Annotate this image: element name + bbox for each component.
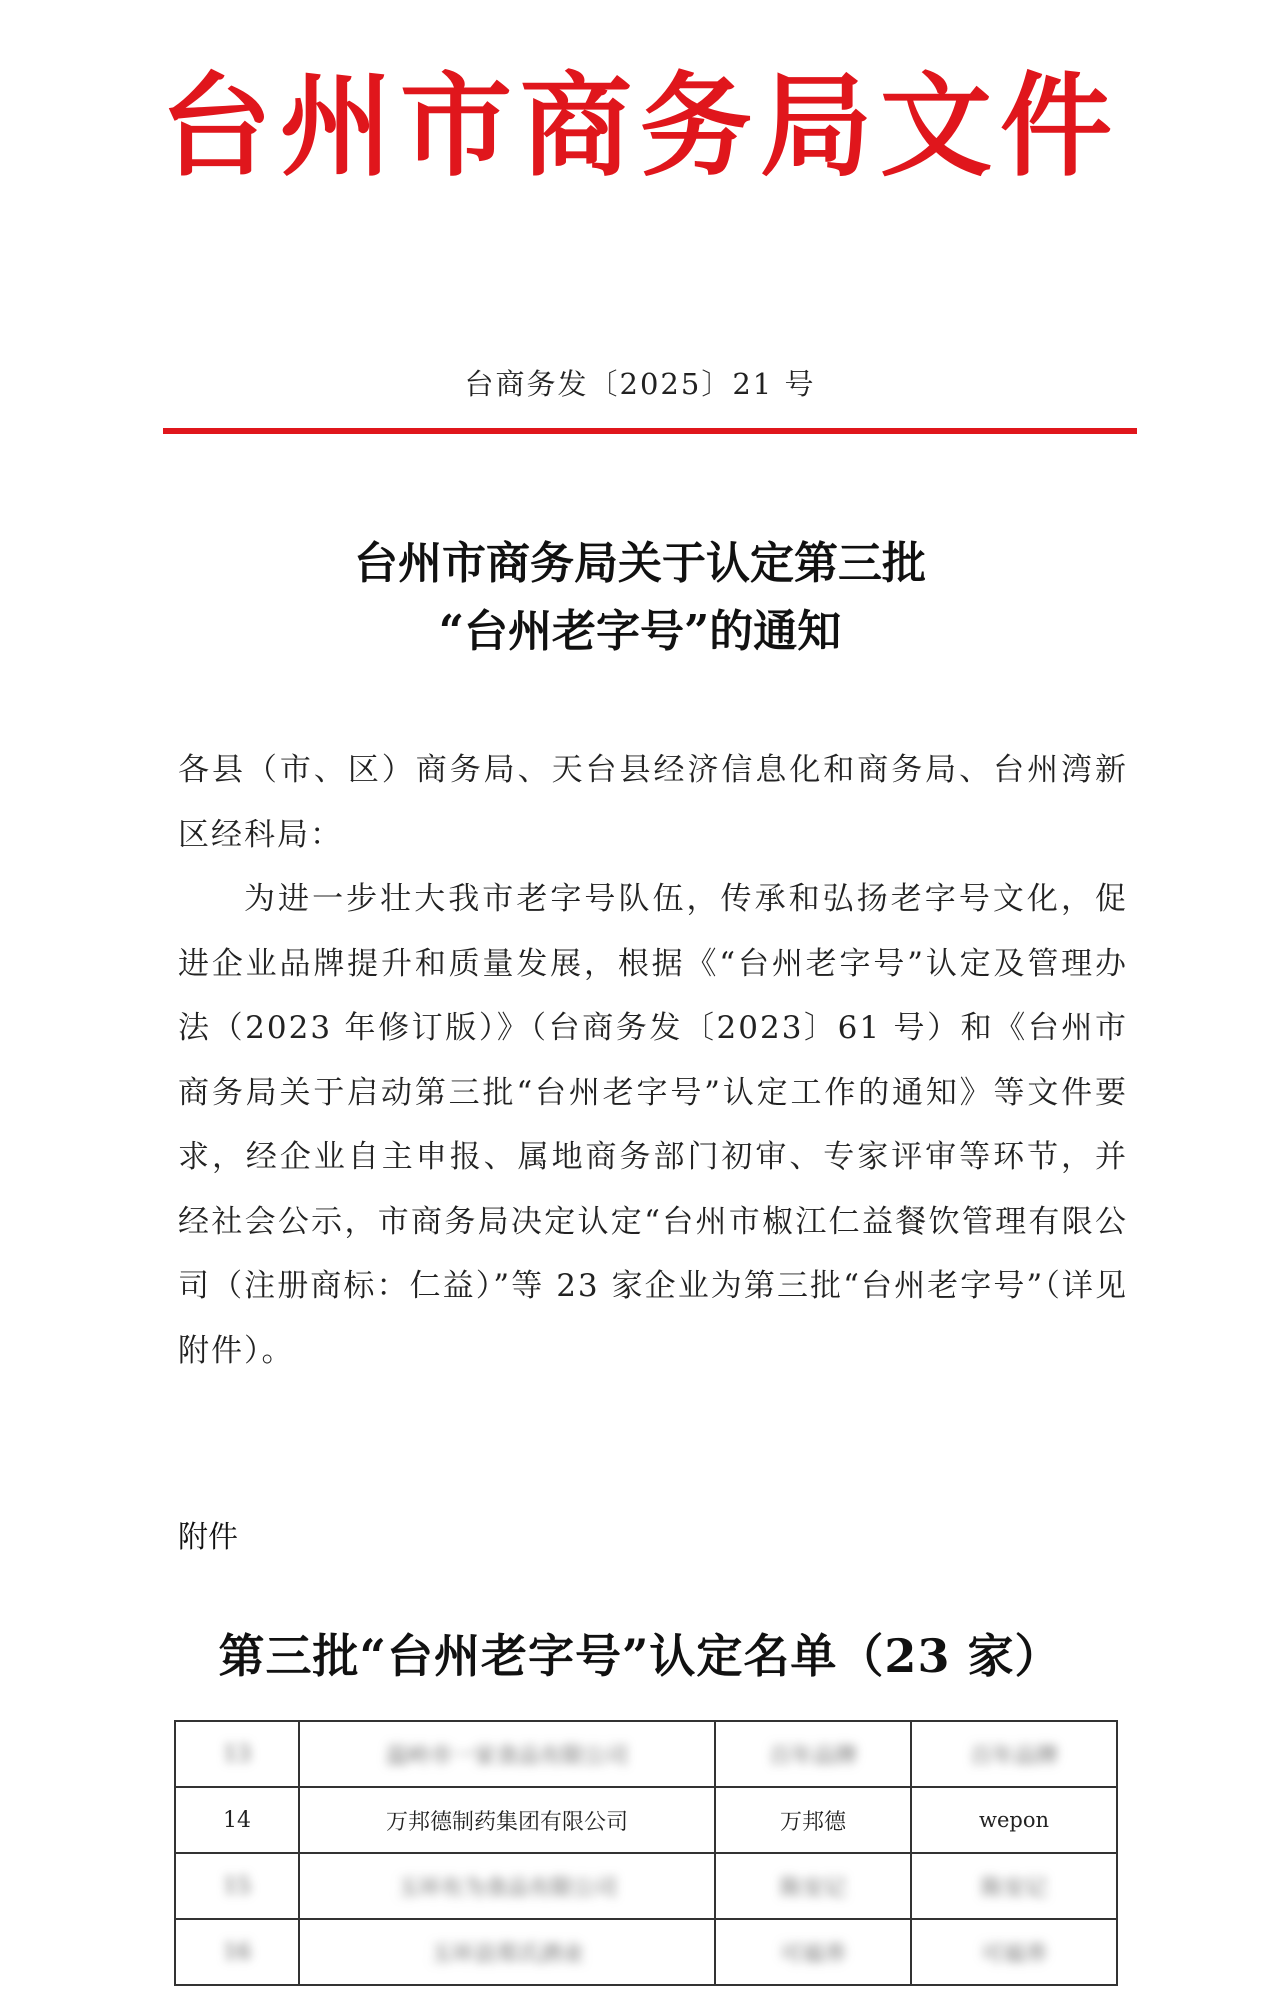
trademark-cell: wepon [911,1787,1117,1853]
row-number-cell: 13 [175,1721,299,1787]
row-number-cell: 15 [175,1853,299,1919]
trademark-cell: 百年品牌 [911,1721,1117,1787]
table-row [175,1853,1117,1919]
notice-body [178,738,1128,1383]
brand-cell: 百年品牌 [715,1721,911,1787]
brand-cell: 陈安记 [715,1853,911,1919]
trademark-cell: 陈安记 [911,1853,1117,1919]
company-cell: 玉环县郑氏酒业 [299,1919,715,1985]
document-masthead: 台州市商务局文件 [160,61,1120,192]
table-row [175,1919,1117,1985]
attachment-label: 附件 [178,1520,238,1555]
company-cell: 万邦德制药集团有限公司 [299,1787,715,1853]
list-title: 第三批“台州老字号”认定名单（23 家） [218,1629,1062,1683]
company-cell: 温岭市一家食品有限公司 [299,1721,715,1787]
recognition-list-table [174,1720,1118,1986]
red-divider-line [163,428,1137,434]
trademark-cell: 可福养 [911,1919,1117,1985]
body-paragraph: 为进一步壮大我市老字号队伍，传承和弘扬老字号文化，促进企业品牌提升和质量发展，根据《“台州老字号”认定及管理办法（2023 年修订版）》（台商务发〔2023〕61 号）和《台州市商务局关于启动第三批“台州老字号”认定工作的通知》等文件要求，经企业自主申报、属地商务部门初审、专家评审等环节，并经社会公示，市商务局决定认定“台州市椒江仁益餐饮管理有限公司（注册商标：仁益）”等 23 家企业为第三批“台州老字号”（详见附件）。 [178,881,1128,1369]
notice-title [0,530,1280,666]
table-row [175,1787,1117,1853]
row-number-cell: 14 [175,1787,299,1853]
table-row [175,1721,1117,1787]
brand-cell: 可福养 [715,1919,911,1985]
notice-title-line-2: “台州老字号”的通知 [438,606,842,657]
row-number-cell: 16 [175,1919,299,1985]
notice-title-line-1: 台州市商务局关于认定第三批 [354,538,926,589]
document-number: 台商务发〔2025〕21 号 [464,367,816,401]
addressee-line: 各县（市、区）商务局、天台县经济信息化和商务局、台州湾新区经科局： [178,752,1128,853]
company-cell: 玉环有为食品有限公司 [299,1853,715,1919]
brand-cell: 万邦德 [715,1787,911,1853]
